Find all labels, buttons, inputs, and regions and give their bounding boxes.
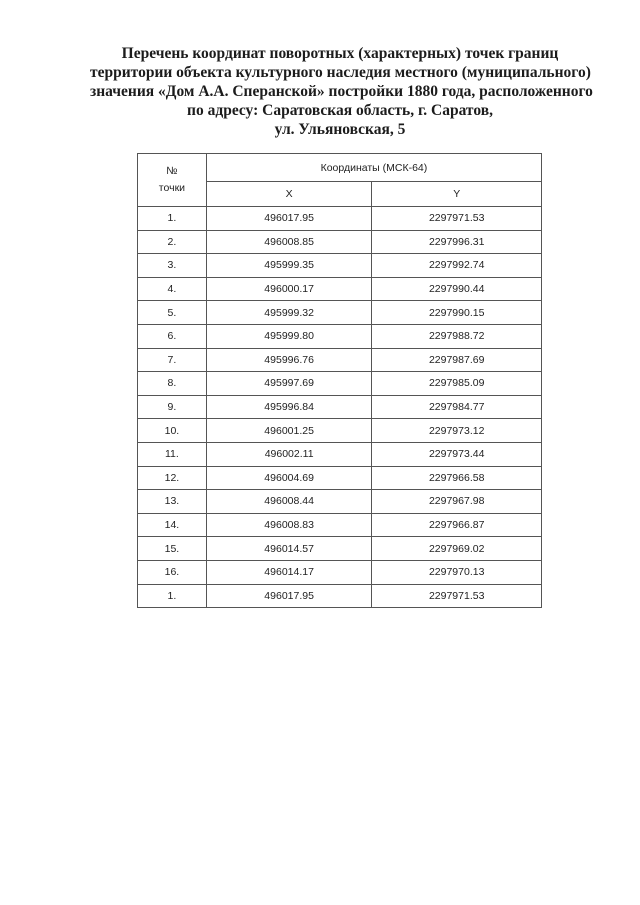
table-row [138,372,542,396]
coordinates-table [137,153,542,608]
y-cell: 2297973.12 [372,419,542,443]
coordinates-table-body [138,207,542,608]
y-cell: 2297967.98 [372,490,542,514]
point-number-cell: 6. [138,324,207,348]
table-row [138,419,542,443]
y-cell: 2297984.77 [372,395,542,419]
y-cell: 2297990.44 [372,277,542,301]
point-number-cell: 12. [138,466,207,490]
x-cell: 496004.69 [206,466,372,490]
title-line: Перечень координат поворотных (характерных) точек границ [121,45,559,62]
y-cell: 2297973.44 [372,442,542,466]
table-row [138,348,542,372]
point-number-cell: 8. [138,372,207,396]
point-number-cell: 16. [138,560,207,584]
table-row [138,584,542,608]
table-row [138,560,542,584]
x-cell: 496017.95 [206,584,372,608]
table-row [138,207,542,231]
x-cell: 496002.11 [206,442,372,466]
table-row [138,277,542,301]
point-number-cell: 10. [138,419,207,443]
x-cell: 495999.35 [206,254,372,278]
y-cell: 2297988.72 [372,324,542,348]
point-number-cell: 14. [138,513,207,537]
table-row [138,301,542,325]
point-number-cell: 9. [138,395,207,419]
title-line: территории объекта культурного наследия местного (муниципального) [90,64,591,81]
number-sign-label: № [166,165,178,177]
coordinates-group-header: Координаты (МСК-64) [206,154,541,182]
y-cell: 2297992.74 [372,254,542,278]
table-row [138,230,542,254]
x-cell: 496008.85 [206,230,372,254]
point-number-cell: 11. [138,442,207,466]
x-cell: 496017.95 [206,207,372,231]
x-cell: 495996.76 [206,348,372,372]
y-cell: 2297996.31 [372,230,542,254]
title-line: ул. Ульяновская, 5 [274,121,406,138]
x-column-header: X [206,182,372,207]
table-row [138,324,542,348]
x-cell: 496000.17 [206,277,372,301]
point-number-cell: 5. [138,301,207,325]
table-row [138,395,542,419]
title-line: по адресу: Саратовская область, г. Саратов, [187,102,493,119]
x-cell: 495997.69 [206,372,372,396]
table-row [138,254,542,278]
document-title [90,44,593,139]
x-cell: 495999.80 [206,324,372,348]
x-cell: 496001.25 [206,419,372,443]
y-cell: 2297970.13 [372,560,542,584]
table-row [138,537,542,561]
point-number-cell: 4. [138,277,207,301]
point-label: точки [158,182,186,194]
y-cell: 2297971.53 [372,207,542,231]
point-number-header [138,154,207,207]
point-number-cell: 15. [138,537,207,561]
x-cell: 496014.17 [206,560,372,584]
point-number-cell: 1. [138,584,207,608]
table-row [138,466,542,490]
y-cell: 2297966.87 [372,513,542,537]
point-number-cell: 13. [138,490,207,514]
x-cell: 496008.83 [206,513,372,537]
y-cell: 2297969.02 [372,537,542,561]
y-cell: 2297985.09 [372,372,542,396]
table-row [138,513,542,537]
x-cell: 496014.57 [206,537,372,561]
y-cell: 2297971.53 [372,584,542,608]
point-number-cell: 3. [138,254,207,278]
table-row [138,490,542,514]
point-number-cell: 2. [138,230,207,254]
title-line: значения «Дом А.А. Сперанской» постройки 1880 года, расположенного [90,83,593,100]
y-cell: 2297966.58 [372,466,542,490]
y-cell: 2297987.69 [372,348,542,372]
point-number-cell: 7. [138,348,207,372]
table-row [138,442,542,466]
y-column-header: Y [372,182,542,207]
y-cell: 2297990.15 [372,301,542,325]
point-number-cell: 1. [138,207,207,231]
x-cell: 495999.32 [206,301,372,325]
x-cell: 496008.44 [206,490,372,514]
x-cell: 495996.84 [206,395,372,419]
